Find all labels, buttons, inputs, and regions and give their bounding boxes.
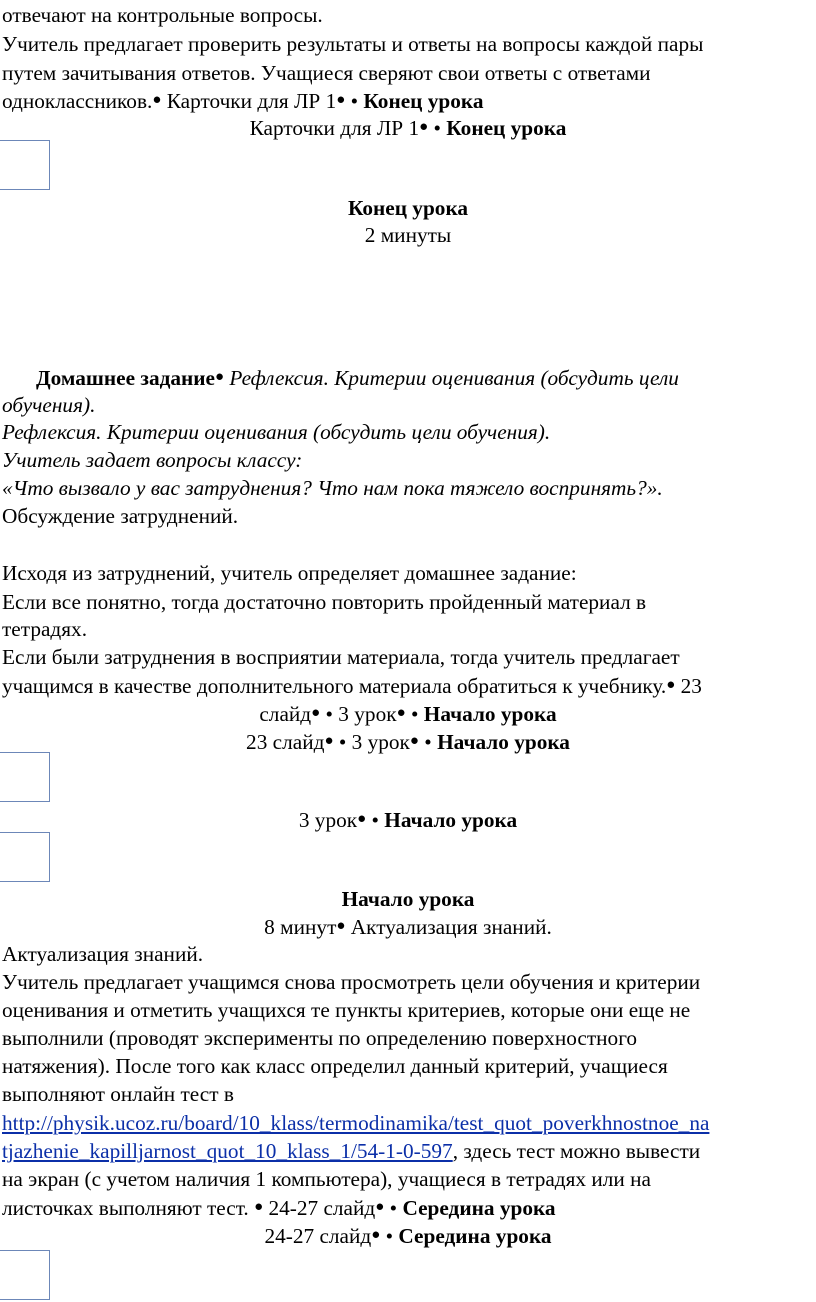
- small-bullet: •: [350, 89, 359, 113]
- text: 3 урок: [332, 702, 397, 726]
- bullet-icon: ●: [336, 918, 346, 934]
- small-bullet: •: [325, 702, 333, 726]
- section-time: 8 минут: [264, 915, 337, 939]
- centered-line: [0, 913, 816, 941]
- section-title: Начало урока: [341, 887, 475, 911]
- text: 24-27 слайд: [264, 1224, 372, 1248]
- text-line: отвечают на контрольные вопросы.: [2, 3, 323, 27]
- text: 23 слайд: [246, 730, 325, 754]
- text-line: Учитель предлагает учащимся снова просмотреть цели обучения и критерии: [2, 970, 701, 994]
- small-bullet: •: [424, 730, 432, 754]
- text-line: оценивания и отметить учащихся те пункты критериев, которые они еще не: [2, 998, 691, 1022]
- text-line: Рефлексия. Критерии оценивания (обсудить цели обучения).: [2, 420, 551, 444]
- text-line: выполнили (проводят эксперименты по определению поверхностного: [2, 1026, 638, 1050]
- image-placeholder-box: [0, 140, 50, 190]
- text: , здесь тест можно вывести: [452, 1139, 701, 1163]
- bullet-icon: ●: [311, 705, 321, 721]
- text-line: на экран (с учетом наличия 1 компьютера), учащиеся в тетрадях или на: [2, 1167, 651, 1191]
- text-line: тетрадях.: [2, 617, 88, 641]
- bullet-icon: ●: [336, 92, 346, 108]
- small-bullet: •: [433, 116, 441, 140]
- small-bullet: •: [385, 1224, 394, 1248]
- text-line: Учитель задает вопросы классу:: [2, 448, 303, 472]
- text: 3 урок: [346, 730, 410, 754]
- text-line: [2, 1110, 709, 1137]
- image-placeholder-box: [0, 1250, 50, 1300]
- text-line: натяжения). После того как класс определил данный критерий, учащиеся: [2, 1054, 668, 1078]
- bullet-icon: ●: [409, 733, 419, 749]
- bullet-icon: ●: [254, 1199, 264, 1215]
- text-line: обучения).: [2, 393, 96, 417]
- text-line: [2, 1194, 556, 1222]
- bullet-icon: ●: [371, 1227, 381, 1243]
- section-heading: Середина урока: [398, 1224, 552, 1248]
- section-heading: Начало урока: [437, 730, 570, 754]
- centered-line: [0, 728, 816, 756]
- text-line: путем зачитывания ответов. Учащиеся сверяют свои ответы с ответами: [2, 61, 651, 85]
- bullet-icon: ●: [215, 369, 225, 385]
- bullet-icon: ●: [357, 811, 367, 827]
- text: Рефлексия. Критерии оценивания (обсудить цели: [224, 366, 679, 390]
- bullet-icon: ●: [419, 119, 429, 135]
- centered-line: [0, 1222, 816, 1250]
- bullet-icon: ●: [324, 733, 334, 749]
- text-line: «Что вызвало у вас затруднения? Что нам пока тяжело воспринять?».: [2, 476, 663, 500]
- text-line: [36, 364, 679, 392]
- small-bullet: •: [410, 702, 419, 726]
- centered-line: [0, 806, 816, 834]
- text-line: [2, 672, 702, 700]
- test-link[interactable]: tjazhenie_kapilljarnost_quot_10_klass_1/54-1-0-597: [2, 1139, 453, 1163]
- text: одноклассников.: [2, 89, 153, 113]
- section-heading: Домашнее задание: [36, 366, 216, 390]
- image-placeholder-box: [0, 752, 50, 802]
- text: Карточки для ЛР 1: [249, 116, 420, 140]
- text-line: Учитель предлагает проверить результаты и ответы на вопросы каждой пары: [2, 32, 704, 56]
- bullet-icon: ●: [396, 705, 406, 721]
- section-title: Конец урока: [347, 196, 469, 220]
- small-bullet: •: [389, 1196, 398, 1220]
- text: слайд: [259, 702, 312, 726]
- text-line: Исходя из затруднений, учитель определяет домашнее задание:: [2, 561, 577, 585]
- text-line: Актуализация знаний.: [2, 942, 204, 966]
- text: Актуализация знаний.: [345, 915, 552, 939]
- section-heading: Начало урока: [384, 808, 518, 832]
- section-heading: Середина урока: [402, 1196, 556, 1220]
- section-heading: Начало урока: [423, 702, 557, 726]
- small-bullet: •: [338, 730, 347, 754]
- text-line: [2, 1138, 700, 1165]
- text-line: Если все понятно, тогда достаточно повторить пройденный материал в: [2, 590, 647, 614]
- bullet-icon: ●: [375, 1199, 385, 1215]
- bullet-icon: ●: [152, 92, 162, 108]
- centered-line: [0, 114, 816, 142]
- text: листочках выполняют тест.: [2, 1196, 249, 1220]
- small-bullet: •: [371, 808, 379, 832]
- test-link[interactable]: http://physik.ucoz.ru/board/10_klass/termodinamika/test_quot_poverkhnostnoe_na: [2, 1111, 710, 1135]
- text: Карточки для ЛР 1: [161, 89, 337, 113]
- text: 23: [675, 674, 702, 698]
- text-line: выполняют онлайн тест в: [2, 1082, 234, 1106]
- bullet-icon: ●: [666, 677, 676, 693]
- section-heading: Конец урока: [446, 116, 567, 140]
- text-line: Обсуждение затруднений.: [2, 504, 239, 528]
- text-line: Если были затруднения в восприятии материала, тогда учитель предлагает: [2, 645, 680, 669]
- section-time: 2 минуты: [364, 223, 452, 247]
- centered-line: [0, 700, 816, 728]
- text: учащимся в качестве дополнительного материала обратиться к учебнику.: [2, 674, 667, 698]
- text: 24-27 слайд: [263, 1196, 376, 1220]
- image-placeholder-box: [0, 832, 50, 882]
- text-line: [2, 87, 484, 115]
- section-heading: Конец урока: [363, 89, 484, 113]
- text: 3 урок: [298, 808, 358, 832]
